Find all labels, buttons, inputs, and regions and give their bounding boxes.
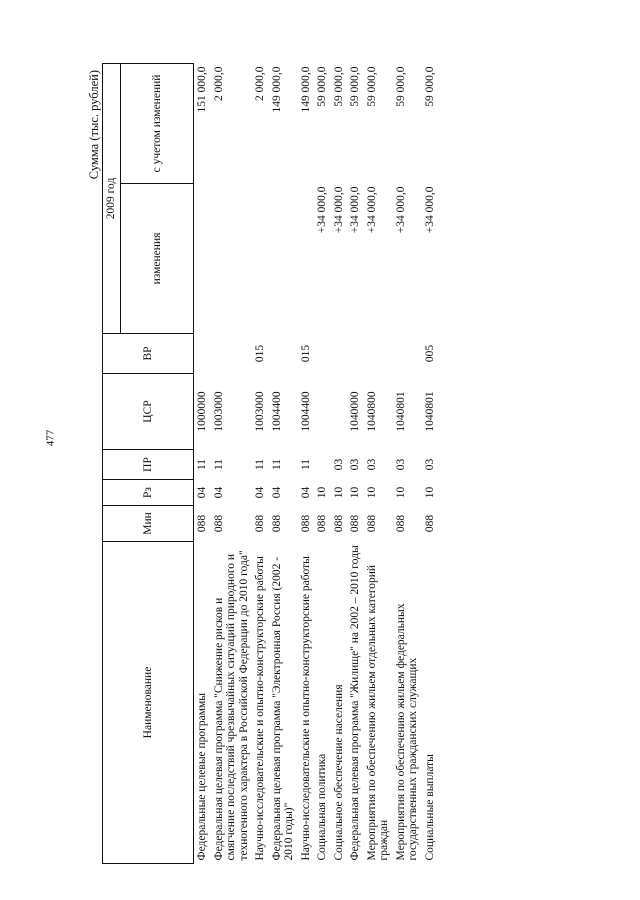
table-row bbox=[364, 63, 393, 863]
min-cell: 088 bbox=[196, 514, 208, 533]
min-cell: 088 bbox=[254, 514, 266, 533]
name-cell: Федеральная целевая программа "Снижение рисков и смягчение последствий чрезвычайных ситуаций природного и техногенного характера в Российской Федерации до 2010 года" bbox=[212, 550, 250, 861]
header-name: Наименование bbox=[103, 542, 194, 864]
pr-cell: 03 bbox=[423, 458, 436, 471]
total-cell: 151 000,0 bbox=[196, 66, 208, 113]
total-cell: 59 000,0 bbox=[332, 66, 345, 107]
change-cell: +34 000,0 bbox=[332, 186, 345, 234]
table-row bbox=[194, 63, 211, 863]
change-cell: +34 000,0 bbox=[394, 186, 407, 234]
vr-cell bbox=[393, 334, 422, 374]
csr-cell: 1040800 bbox=[365, 391, 378, 432]
min-cell: 088 bbox=[332, 514, 345, 533]
vr-cell bbox=[314, 334, 331, 374]
rz-cell: 04 bbox=[270, 486, 283, 499]
rz-cell: 10 bbox=[423, 486, 436, 499]
change-cell bbox=[252, 184, 269, 334]
page-number: 477 bbox=[44, 429, 57, 447]
rz-cell: 04 bbox=[196, 486, 208, 499]
total-cell: 59 000,0 bbox=[316, 66, 328, 107]
table-row bbox=[269, 63, 298, 863]
total-cell: 59 000,0 bbox=[365, 66, 378, 107]
change-cell bbox=[211, 184, 253, 334]
name-cell: Федеральная целевая программа "Электронная Россия (2002 - 2010 годы)" bbox=[270, 556, 295, 861]
total-cell: 59 000,0 bbox=[394, 66, 407, 107]
name-cell: Социальная политика bbox=[316, 753, 328, 861]
rz-cell: 10 bbox=[332, 486, 345, 499]
header-vr: ВР bbox=[103, 334, 194, 374]
pr-cell: 11 bbox=[254, 458, 266, 471]
vr-cell bbox=[269, 334, 298, 374]
pr-cell bbox=[314, 450, 331, 480]
table-body bbox=[194, 63, 439, 863]
units-caption: Сумма (тыс. рублей) bbox=[87, 70, 101, 180]
header-row-1 bbox=[103, 63, 121, 863]
csr-cell: 1040801 bbox=[423, 391, 436, 432]
pr-cell: 11 bbox=[299, 458, 312, 471]
table-row bbox=[211, 63, 253, 863]
table-row bbox=[347, 63, 364, 863]
pr-cell: 03 bbox=[365, 458, 378, 471]
min-cell: 088 bbox=[212, 514, 225, 533]
pr-cell: 11 bbox=[270, 458, 283, 471]
header-year: 2009 год bbox=[103, 63, 121, 333]
min-cell: 088 bbox=[316, 514, 328, 533]
csr-cell: 1040801 bbox=[394, 391, 407, 432]
name-cell: Федеральные целевые программы bbox=[196, 692, 208, 861]
change-cell bbox=[269, 184, 298, 334]
table-row bbox=[331, 63, 348, 863]
total-cell: 2 000,0 bbox=[212, 66, 225, 101]
change-cell bbox=[194, 184, 211, 334]
header-min: Мин bbox=[103, 506, 194, 542]
csr-cell: 1003000 bbox=[254, 391, 266, 432]
vr-cell bbox=[331, 334, 348, 374]
csr-cell: 1040000 bbox=[349, 391, 361, 432]
total-cell: 59 000,0 bbox=[423, 66, 436, 107]
vr-cell bbox=[347, 334, 364, 374]
table-row bbox=[298, 63, 315, 863]
pr-cell: 03 bbox=[349, 458, 361, 471]
total-cell: 59 000,0 bbox=[349, 66, 361, 107]
header-rz: Рз bbox=[103, 480, 194, 506]
pr-cell: 03 bbox=[394, 458, 407, 471]
header-with-changes: с учетом изменений bbox=[121, 63, 194, 183]
change-cell bbox=[298, 184, 315, 334]
min-cell: 088 bbox=[299, 514, 312, 533]
budget-table bbox=[102, 63, 438, 864]
csr-cell bbox=[331, 374, 348, 450]
rz-cell: 04 bbox=[299, 486, 312, 499]
change-cell: +34 000,0 bbox=[316, 186, 328, 234]
name-cell: Научно-исследовательские и опытно-конструкторские работы bbox=[299, 556, 312, 861]
rz-cell: 04 bbox=[212, 486, 225, 499]
pr-cell: 11 bbox=[212, 458, 225, 471]
vr-cell bbox=[211, 334, 253, 374]
name-cell: Мероприятия по обеспечению жильем федеральных государственных гражданских служащих bbox=[394, 603, 419, 861]
min-cell: 088 bbox=[349, 514, 361, 533]
table-row bbox=[422, 63, 439, 863]
total-cell: 2 000,0 bbox=[254, 66, 266, 101]
vr-cell: 005 bbox=[423, 344, 436, 363]
csr-cell bbox=[314, 374, 331, 450]
change-cell: +34 000,0 bbox=[423, 186, 436, 234]
total-cell: 149 000,0 bbox=[270, 66, 283, 113]
pr-cell: 11 bbox=[196, 458, 208, 471]
min-cell: 088 bbox=[365, 514, 378, 533]
min-cell: 088 bbox=[423, 514, 436, 533]
total-cell: 149 000,0 bbox=[299, 66, 312, 113]
csr-cell: 1000000 bbox=[196, 391, 208, 432]
name-cell: Мероприятия по обеспечению жильем отдельных категорий граждан bbox=[365, 564, 390, 861]
rz-cell: 10 bbox=[316, 486, 328, 499]
rz-cell: 10 bbox=[365, 486, 378, 499]
csr-cell: 1004400 bbox=[270, 391, 283, 432]
table-row bbox=[252, 63, 269, 863]
name-cell: Социальные выплаты bbox=[423, 754, 436, 861]
pr-cell: 03 bbox=[332, 458, 345, 471]
vr-cell bbox=[194, 334, 211, 374]
name-cell: Научно-исследовательские и опытно-конструкторские работы bbox=[254, 556, 266, 861]
min-cell: 088 bbox=[394, 514, 407, 533]
name-cell: Социальное обеспечение населения bbox=[332, 684, 345, 861]
header-csr: ЦСР bbox=[103, 374, 194, 450]
rz-cell: 10 bbox=[394, 486, 407, 499]
name-cell: Федеральная целевая программа "Жилище" на 2002 – 2010 годы bbox=[349, 545, 361, 861]
table-row bbox=[314, 63, 331, 863]
header-pr: ПР bbox=[103, 450, 194, 480]
header-changes: изменения bbox=[121, 184, 194, 334]
vr-cell: 015 bbox=[299, 344, 312, 363]
csr-cell: 1004400 bbox=[299, 391, 312, 432]
vr-cell: 015 bbox=[254, 344, 266, 363]
rz-cell: 04 bbox=[254, 486, 266, 499]
csr-cell: 1003000 bbox=[212, 391, 225, 432]
rotated-page-content bbox=[86, 64, 438, 864]
rz-cell: 10 bbox=[349, 486, 361, 499]
vr-cell bbox=[364, 334, 393, 374]
table-row bbox=[393, 63, 422, 863]
min-cell: 088 bbox=[270, 514, 283, 533]
change-cell: +34 000,0 bbox=[349, 186, 361, 234]
change-cell: +34 000,0 bbox=[365, 186, 378, 234]
